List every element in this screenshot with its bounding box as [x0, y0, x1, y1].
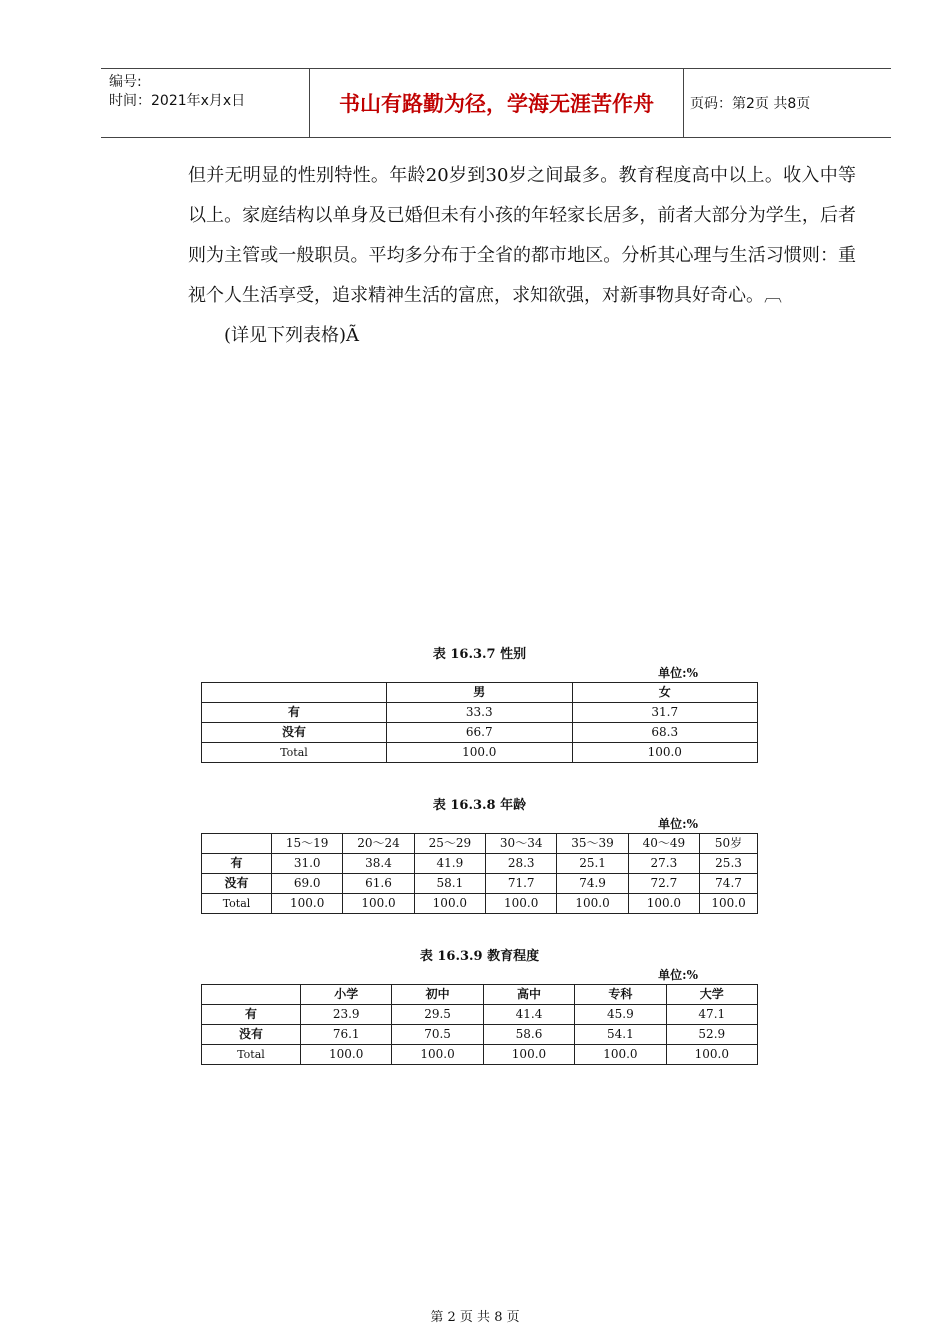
column-header: 25～29 [414, 834, 485, 854]
table-cell: 100.0 [557, 894, 628, 914]
header-page-label: 页码：第2页 共8页 [690, 96, 811, 112]
table-cell: 31.7 [572, 703, 758, 723]
table-header-row [202, 985, 758, 1005]
column-header: 大学 [666, 985, 757, 1005]
table-header-row [202, 834, 758, 854]
data-table [201, 833, 758, 914]
row-header: 没有 [202, 874, 272, 894]
table-row [202, 854, 758, 874]
row-header: 没有 [202, 1025, 301, 1045]
table-row [202, 723, 758, 743]
table-header-row [202, 683, 758, 703]
body-text [188, 156, 856, 356]
table-row [202, 1025, 758, 1045]
corner-cell [202, 683, 387, 703]
table-row [202, 703, 758, 723]
row-header: 有 [202, 854, 272, 874]
table-cell: 29.5 [392, 1005, 483, 1025]
table-cell: 72.7 [628, 874, 699, 894]
table-title: 表 16.3.8 年龄 [432, 798, 527, 813]
table-cell: 47.1 [666, 1005, 757, 1025]
column-header: 小学 [301, 985, 392, 1005]
table-cell: 100.0 [301, 1045, 392, 1065]
page-footer: 第 2 页 共 8 页 [430, 1310, 520, 1325]
table-unit: 单位:% [658, 666, 698, 680]
table-row [202, 1045, 758, 1065]
table-row [202, 1005, 758, 1025]
row-header: Total [202, 894, 272, 914]
table-cell: 100.0 [483, 1045, 574, 1065]
column-header: 专科 [575, 985, 666, 1005]
table-cell: 25.3 [700, 854, 758, 874]
column-header: 30～34 [486, 834, 557, 854]
row-header: 没有 [202, 723, 387, 743]
table-cell: 41.9 [414, 854, 485, 874]
table-title: 表 16.3.9 教育程度 [419, 949, 540, 964]
table-cell: 61.6 [343, 874, 414, 894]
column-header: 男 [387, 683, 573, 703]
table-cell: 58.6 [483, 1025, 574, 1045]
table-row [202, 743, 758, 763]
row-header: 有 [202, 703, 387, 723]
column-header: 15～19 [272, 834, 343, 854]
column-header: 初中 [392, 985, 483, 1005]
table-cell: 100.0 [387, 743, 573, 763]
table-cell: 66.7 [387, 723, 573, 743]
table-cell: 74.9 [557, 874, 628, 894]
table-cell: 33.3 [387, 703, 573, 723]
table-cell: 100.0 [343, 894, 414, 914]
table-cell: 100.0 [628, 894, 699, 914]
table-unit: 单位:% [658, 968, 698, 982]
row-header: Total [202, 1045, 301, 1065]
table-cell: 100.0 [414, 894, 485, 914]
table-cell: 38.4 [343, 854, 414, 874]
table-cell: 74.7 [700, 874, 758, 894]
table-unit: 单位:% [658, 817, 698, 831]
number-label: 编号: [109, 74, 142, 90]
table-cell: 25.1 [557, 854, 628, 874]
data-table [201, 984, 758, 1065]
table-cell: 68.3 [572, 723, 758, 743]
table-cell: 54.1 [575, 1025, 666, 1045]
table-row [202, 894, 758, 914]
table-cell: 27.3 [628, 854, 699, 874]
table-cell: 52.9 [666, 1025, 757, 1045]
table-cell: 100.0 [392, 1045, 483, 1065]
row-header: Total [202, 743, 387, 763]
paragraph-2: (详见下列表格)Ã [224, 325, 360, 346]
table-cell: 69.0 [272, 874, 343, 894]
paragraph-1-text: 但并无明显的性别特性。年龄20岁到30岁之间最多。教育程度高中以上。收入中等以上。家庭结构以单身及已婚但未有小孩的年轻家长居多，前者大部分为学生，后者则为主管或一般职员。平均多分布于全省的都市地区。分析其心理与生活习惯则：重视个人生活享受，追求精神生活的富庶，求知欲强，对新事物具好奇心。 [188, 165, 856, 306]
table-cell: 70.5 [392, 1025, 483, 1045]
row-header: 有 [202, 1005, 301, 1025]
table-cell: 71.7 [486, 874, 557, 894]
table-cell: 23.9 [301, 1005, 392, 1025]
column-header: 40～49 [628, 834, 699, 854]
column-header: 35～39 [557, 834, 628, 854]
table-cell: 100.0 [572, 743, 758, 763]
table-cell: 41.4 [483, 1005, 574, 1025]
paragraph-1-mark: ︹ [764, 285, 782, 306]
column-header: 50岁 [700, 834, 758, 854]
table-cell: 100.0 [272, 894, 343, 914]
table-cell: 31.0 [272, 854, 343, 874]
table-education [201, 948, 758, 1065]
paragraph-1 [188, 156, 856, 316]
table-cell: 100.0 [486, 894, 557, 914]
column-header: 20～24 [343, 834, 414, 854]
data-table [201, 682, 758, 763]
page-header [101, 68, 891, 138]
table-cell: 28.3 [486, 854, 557, 874]
column-header: 女 [572, 683, 758, 703]
table-cell: 76.1 [301, 1025, 392, 1045]
table-cell: 100.0 [575, 1045, 666, 1065]
corner-cell [202, 834, 272, 854]
header-motto: 书山有路勤为径，学海无涯苦作舟 [310, 69, 684, 137]
table-gender [201, 646, 758, 763]
table-row [202, 874, 758, 894]
corner-cell [202, 985, 301, 1005]
table-cell: 58.1 [414, 874, 485, 894]
header-meta [101, 69, 310, 137]
table-cell: 100.0 [666, 1045, 757, 1065]
time-label: 时间：2021年x月x日 [109, 93, 246, 109]
table-cell: 100.0 [700, 894, 758, 914]
column-header: 高中 [483, 985, 574, 1005]
table-age [201, 797, 758, 914]
table-cell: 45.9 [575, 1005, 666, 1025]
table-title: 表 16.3.7 性别 [432, 647, 527, 662]
